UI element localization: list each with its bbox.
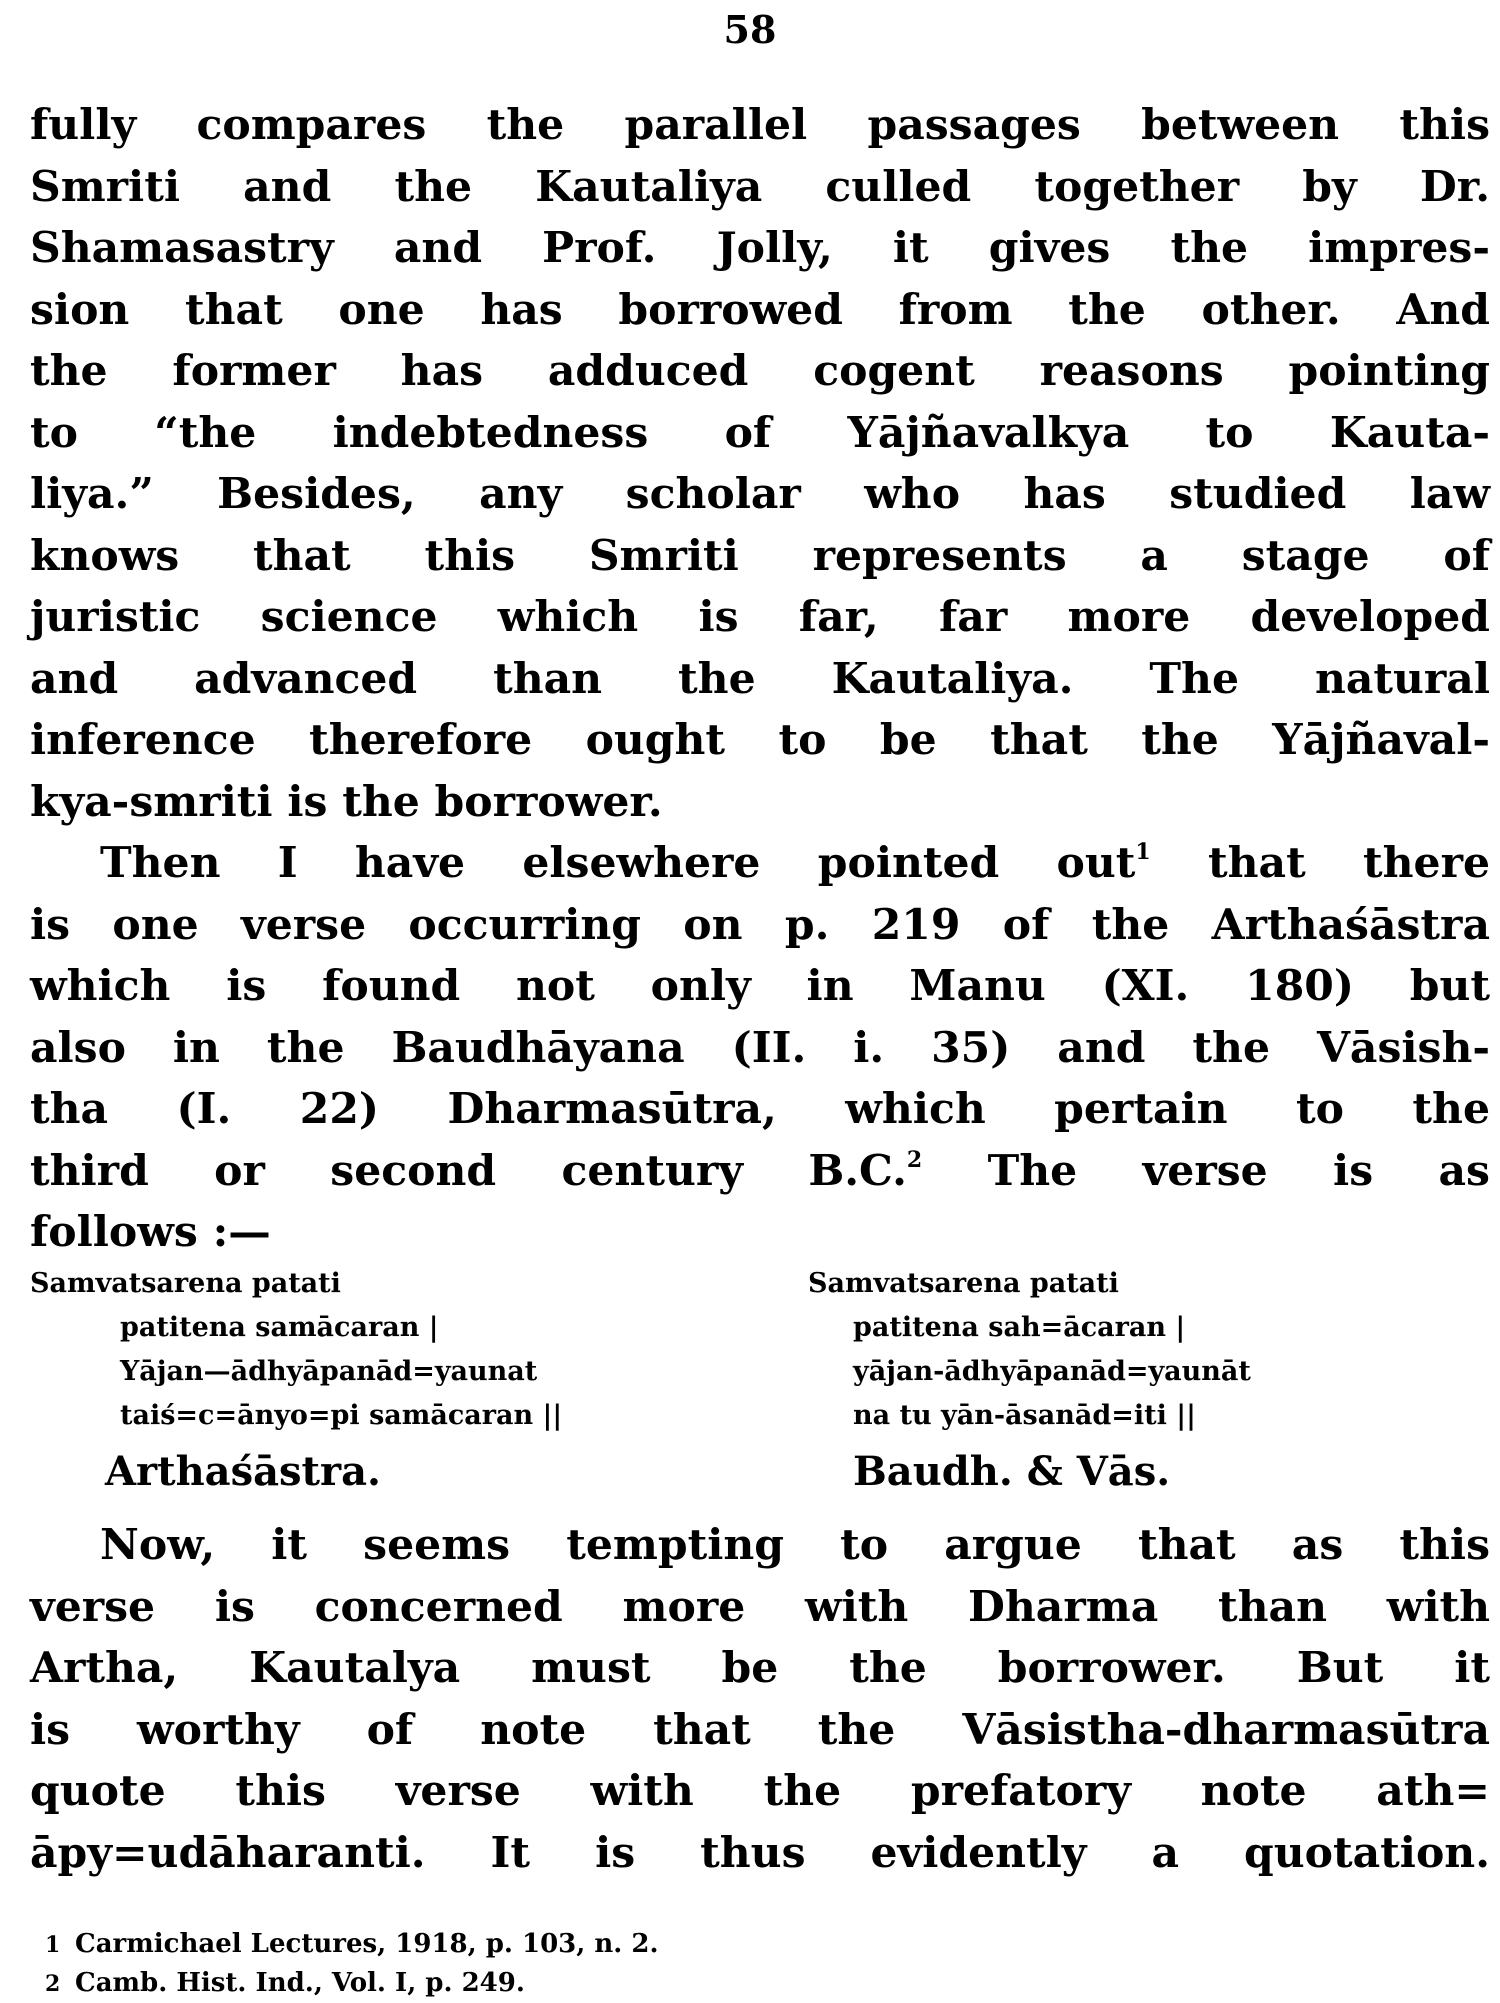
footnote-text: Carmichael Lectures, 1918, p. 103, n. 2. — [75, 1929, 659, 1959]
text-line: kya-smriti is the borrower. — [30, 776, 663, 827]
text-segment: that there — [1150, 838, 1491, 888]
verse-line: Samvatsarena patati — [808, 1268, 1119, 1299]
text-line: Now, it seems tempting to argue that as this — [100, 1520, 1490, 1570]
text-line: Smriti and the Kautaliya culled together by Dr. — [30, 161, 1490, 212]
text-line: also in the Baudhāyana (II. i. 35) and the Vāsish- — [30, 1022, 1490, 1073]
text-line: is worthy of note that the Vāsistha-dharmasūtra — [30, 1704, 1490, 1755]
text-line: Artha, Kautalya must be the borrower. But it — [30, 1643, 1490, 1693]
footnote-ref[interactable]: 1 — [1135, 839, 1151, 865]
text-line: inference therefore ought to be that the Yājñaval- — [30, 715, 1490, 765]
text-line: and advanced than the Kautaliya. The natural — [30, 653, 1490, 704]
text-line: the former has adduced cogent reasons pointing — [30, 346, 1490, 396]
verse-source: Arthaśāstra. — [105, 1448, 381, 1495]
paragraph-1 — [30, 95, 1490, 833]
text-line: quote this verse with the prefatory note ath= — [30, 1766, 1490, 1816]
text-line: knows that this Smriti represents a stage of — [30, 530, 1490, 581]
text-line: is one verse occurring on p. 219 of the Arthaśāstra — [30, 899, 1490, 950]
paragraph-2 — [30, 833, 1490, 1264]
footnote-ref[interactable]: 2 — [906, 1146, 923, 1173]
text-segment: third or second century B.C. — [30, 1145, 907, 1196]
verse-line: Samvatsarena patati — [30, 1268, 341, 1299]
text-line: follows :— — [30, 1207, 271, 1257]
verse-line: na tu yān-āsanād=iti || — [853, 1400, 1196, 1431]
text-line — [30, 833, 1490, 895]
footnote — [45, 1964, 659, 2003]
text-line — [30, 1141, 1490, 1203]
text-line: juristic science which is far, far more developed — [30, 592, 1490, 642]
verse-baudh-vas — [808, 1262, 1251, 1498]
verse-source: Baudh. & Vās. — [853, 1448, 1171, 1495]
text-line: liya.” Besides, any scholar who has studied law — [30, 469, 1490, 519]
text-line: which is found not only in Manu (XI. 180) but — [30, 961, 1490, 1011]
verse-line: patitena samācaran | — [120, 1312, 439, 1343]
paragraph-3 — [30, 1515, 1490, 1884]
verse-line: patitena sah=ācaran | — [853, 1312, 1186, 1343]
verse-line: taiś=c=ānyo=pi samācaran || — [120, 1400, 563, 1431]
footnote — [45, 1925, 659, 1964]
text-segment: Then I have elsewhere pointed out — [100, 838, 1136, 888]
verse-arthasastra — [30, 1262, 562, 1498]
text-line: verse is concerned more with Dharma than with — [30, 1581, 1490, 1632]
text-line: fully compares the parallel passages between this — [30, 100, 1490, 150]
text-line: to “the indebtedness of Yājñavalkya to Kauta- — [30, 407, 1490, 458]
text-line: Shamasastry and Prof. Jolly, it gives the impres- — [30, 223, 1490, 273]
verse-line: yājan-ādhyāpanād=yaunāt — [853, 1356, 1251, 1387]
text-line: sion that one has borrowed from the other. And — [30, 284, 1490, 335]
text-line: āpy=udāharanti. It is thus evidently a quotation. — [30, 1827, 1490, 1878]
footnote-text: Camb. Hist. Ind., Vol. I, p. 249. — [75, 1968, 525, 1998]
footnote-mark: 1 — [45, 1932, 61, 1958]
text-segment: The verse is as — [922, 1145, 1490, 1196]
text-line: tha (I. 22) Dharmasūtra, which pertain to the — [30, 1084, 1490, 1134]
footnote-mark: 2 — [45, 1971, 61, 1997]
verse-line: Yājan—ādhyāpanād=yaunat — [120, 1356, 538, 1387]
footnotes — [45, 1925, 659, 2003]
page-number: 58 — [723, 7, 777, 52]
